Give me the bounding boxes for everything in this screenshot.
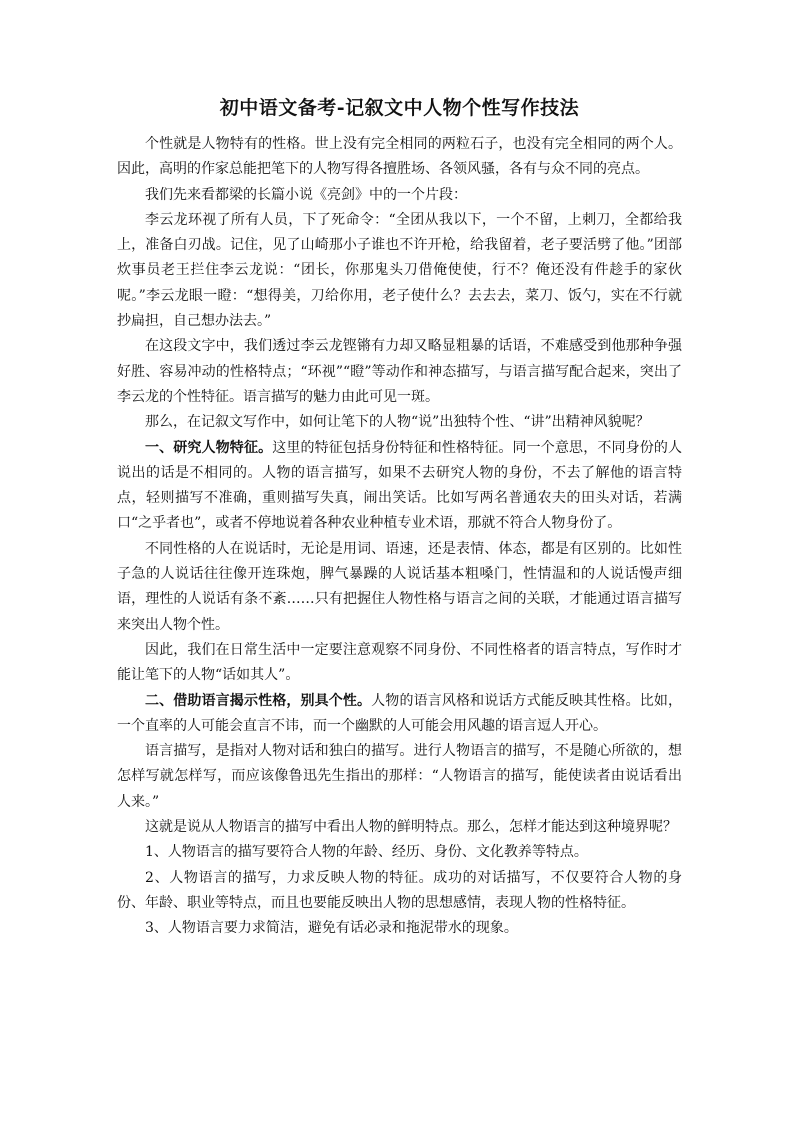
paragraph-text: 个性就是人物特有的性格。世上没有完全相同的两粒石子，也没有完全相同的两个人。因此，高明的作家总能把笔下的人物写得各擅胜场、各领风骚，各有与众不同的亮点。 <box>117 136 682 178</box>
paragraph-text: 因此，我们在日常生活中一定要注意观察不同身份、不同性格者的语言特点，写作时才能让笔下的人物“话如其人”。 <box>117 641 682 684</box>
paragraph-personality <box>117 537 682 638</box>
section-heading: 一、研究人物特征。 <box>145 439 273 456</box>
paragraph-text: 人物的语言风格和说话方式能反映其性格。比如，一个直率的人可能会直言不讳，而一个幽默的人可能会用风趣的语言逗人开心。 <box>117 692 683 734</box>
paragraph-text: 我们先来看都梁的长篇小说《亮剑》中的一个片段： <box>145 186 467 203</box>
paragraph-how <box>117 815 682 840</box>
paragraph-text: 那么，在记叙文写作中，如何让笔下的人物“说”出独特个性、“讲”出精神风貌呢？ <box>145 414 650 431</box>
paragraph-section-two <box>117 689 682 740</box>
paragraph-text: 不同性格的人在说话时，无论是用词、语速，还是表情、体态，都是有区别的。比如性子急的人说话往往像开连珠炮，脾气暴躁的人说话基本粗嗓门，性情温和的人说话慢声细语，理性的人说话有条不紊……只有把握住人物性格与语言之间的关联，才能通过语言描写来突出人物个性。 <box>117 540 682 633</box>
section-heading: 二、借助语言揭示性格，别具个性。 <box>145 692 372 709</box>
paragraph-question <box>117 410 682 435</box>
page-title: 初中语文备考-记叙文中人物个性写作技法 <box>219 97 580 119</box>
list-item-1 <box>117 840 682 865</box>
paragraph-text: 2、人物语言的描写，力求反映人物的特征。成功的对话描写，不仅要符合人物的身份、年龄、职业等特点，而且也要能反映出人物的思想感情，表现人物的性格特征。 <box>117 869 682 911</box>
paragraph-analysis <box>117 334 682 410</box>
paragraph-text: 这就是说从人物语言的描写中看出人物的鲜明特点。那么，怎样才能达到这种境界呢？ <box>145 819 677 836</box>
paragraph-text: 在这段文字中，我们透过李云龙铿锵有力却又略显粗暴的话语，不难感受到他那种争强好胜、容易冲动的性格特点；“环视”“瞪”等动作和神态描写，与语言描写配合起来，突出了李云龙的个性特征。语言描写的魅力由此可见一斑。 <box>117 338 682 405</box>
paragraph-text: 1、人物语言的描写要符合人物的年龄、经历、身份、文化教养等特点。 <box>145 844 588 861</box>
list-item-2 <box>117 866 682 917</box>
paragraph-definition <box>117 739 682 815</box>
paragraph-example-intro <box>117 183 682 208</box>
list-item-3 <box>117 916 682 941</box>
paragraph-section-one <box>117 436 682 537</box>
paragraph-intro <box>117 132 682 183</box>
paragraph-excerpt <box>117 208 682 334</box>
paragraph-text: 语言描写，是指对人物对话和独白的描写。进行人物语言的描写，不是随心所欲的，想怎样写就怎样写，而应该像鲁迅先生指出的那样：“人物语言的描写，能使读者由说话看出人来。” <box>117 743 682 810</box>
paragraph-text: 这里的特征包括身份特征和性格特征。同一个意思，不同身份的人说出的话是不相同的。人物的语言描写，如果不去研究人物的身份，不去了解他的语言特点，轻则描写不准确，重则描写失真，闹出笑话。比如写两名普通农夫的田头对话，若满口“之乎者也”，或者不停地说着各种农业种植专业术语，那就不符合人物身份了。 <box>117 439 683 532</box>
paragraph-text: 3、人物语言要力求简洁，避免有话必录和拖泥带水的现象。 <box>145 920 518 937</box>
paragraph-text: 李云龙环视了所有人员，下了死命令：“全团从我以下，一个不留，上刺刀，全都给我上，准备白刃战。记住，见了山崎那小子谁也不许开枪，给我留着，老子要活劈了他。”团部炊事员老王拦住李云龙说：“团长，你那鬼头刀借俺使使，行不？俺还没有件趁手的家伙呢。”李云龙眼一瞪：“想得美，刀给你用，老子使什么？去去去，菜刀、饭勺，实在不行就抄扁担，自己想办法去。” <box>117 211 682 330</box>
paragraph-observe <box>117 638 682 689</box>
